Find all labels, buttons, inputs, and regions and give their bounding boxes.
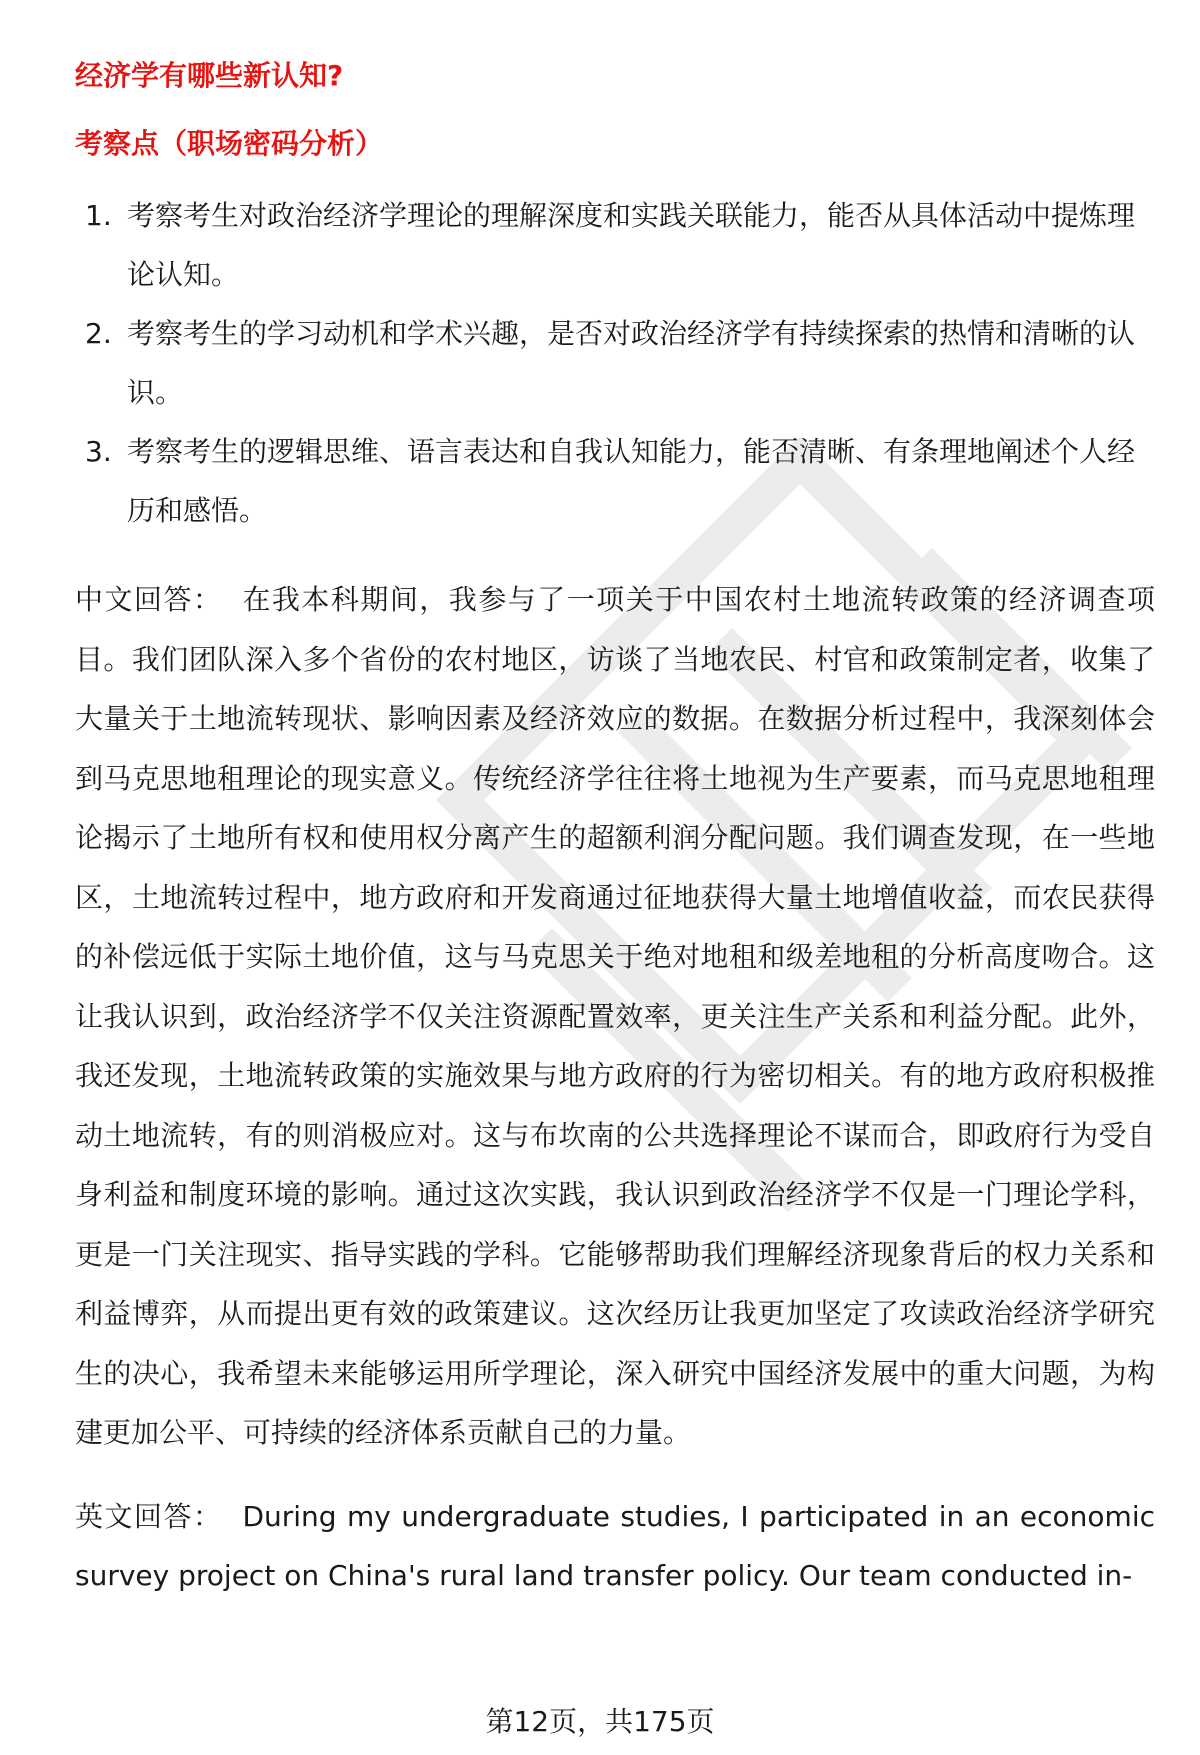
document-title: 经济学有哪些新认知? <box>75 59 344 92</box>
document-page <box>75 56 1155 1606</box>
chinese-answer <box>75 570 1155 1463</box>
list-item-text: 考察考生对政治经济学理论的理解深度和实践关联能力，能否从具体活动中提炼理论认知。 <box>127 199 1136 291</box>
points-list <box>75 186 1155 540</box>
list-number: 3. <box>85 435 112 468</box>
list-item-text: 考察考生的学习动机和学术兴趣，是否对政治经济学有持续探索的热情和清晰的认识。 <box>127 317 1136 409</box>
list-number: 1. <box>85 199 112 232</box>
chinese-answer-label: 中文回答： <box>75 583 223 616</box>
list-item-text: 考察考生的逻辑思维、语言表达和自我认知能力，能否清晰、有条理地阐述个人经历和感悟。 <box>127 435 1136 527</box>
chinese-answer-text: 在我本科期间，我参与了一项关于中国农村土地流转政策的经济调查项目。我们团队深入多个省份的农村地区，访谈了当地农民、村官和政策制定者，收集了大量关于土地流转现状、影响因素及经济效应的数据。在数据分析过程中，我深刻体会到马克思地租理论的现实意义。传统经济学往往将土地视为生产要素，而马克思地租理论揭示了土地所有权和使用权分离产生的超额利润分配问题。我们调查发现，在一些地区，土地流转过程中，地方政府和开发商通过征地获得大量土地增值收益，而农民获得的补偿远低于实际土地价值，这与马克思关于绝对地租和级差地租的分析高度吻合。这让我认识到，政治经济学不仅关注资源配置效率，更关注生产关系和利益分配。此外，我还发现，土地流转政策的实施效果与地方政府的行为密切相关。有的地方政府积极推动土地流转，有的则消极应对。这与布坎南的公共选择理论不谋而合，即政府行为受自身利益和制度环境的影响。通过这次实践，我认识到政治经济学不仅是一门理论学科，更是一门关注现实、指导实践的学科。它能够帮助我们理解经济现象背后的权力关系和利益博弈，从而提出更有效的政策建议。这次经历让我更加坚定了攻读政治经济学研究生的决心，我希望未来能够运用所学理论，深入研究中国经济发展中的重大问题，为构建更加公平、可持续的经济体系贡献自己的力量。 <box>75 583 1155 1449</box>
list-item <box>75 304 1155 422</box>
page-number-footer: 第12页，共175页 <box>485 1705 715 1738</box>
english-answer-label: 英文回答： <box>75 1499 223 1533</box>
english-answer <box>75 1487 1155 1606</box>
section-heading: 考察点（职场密码分析） <box>75 127 384 160</box>
list-number: 2. <box>85 317 112 350</box>
english-answer-text: During my undergraduate studies, I participated in an economic survey project on China's rural land transfer policy. Our team conducted in- <box>75 1499 1155 1592</box>
list-item <box>75 422 1155 540</box>
list-item <box>75 186 1155 304</box>
